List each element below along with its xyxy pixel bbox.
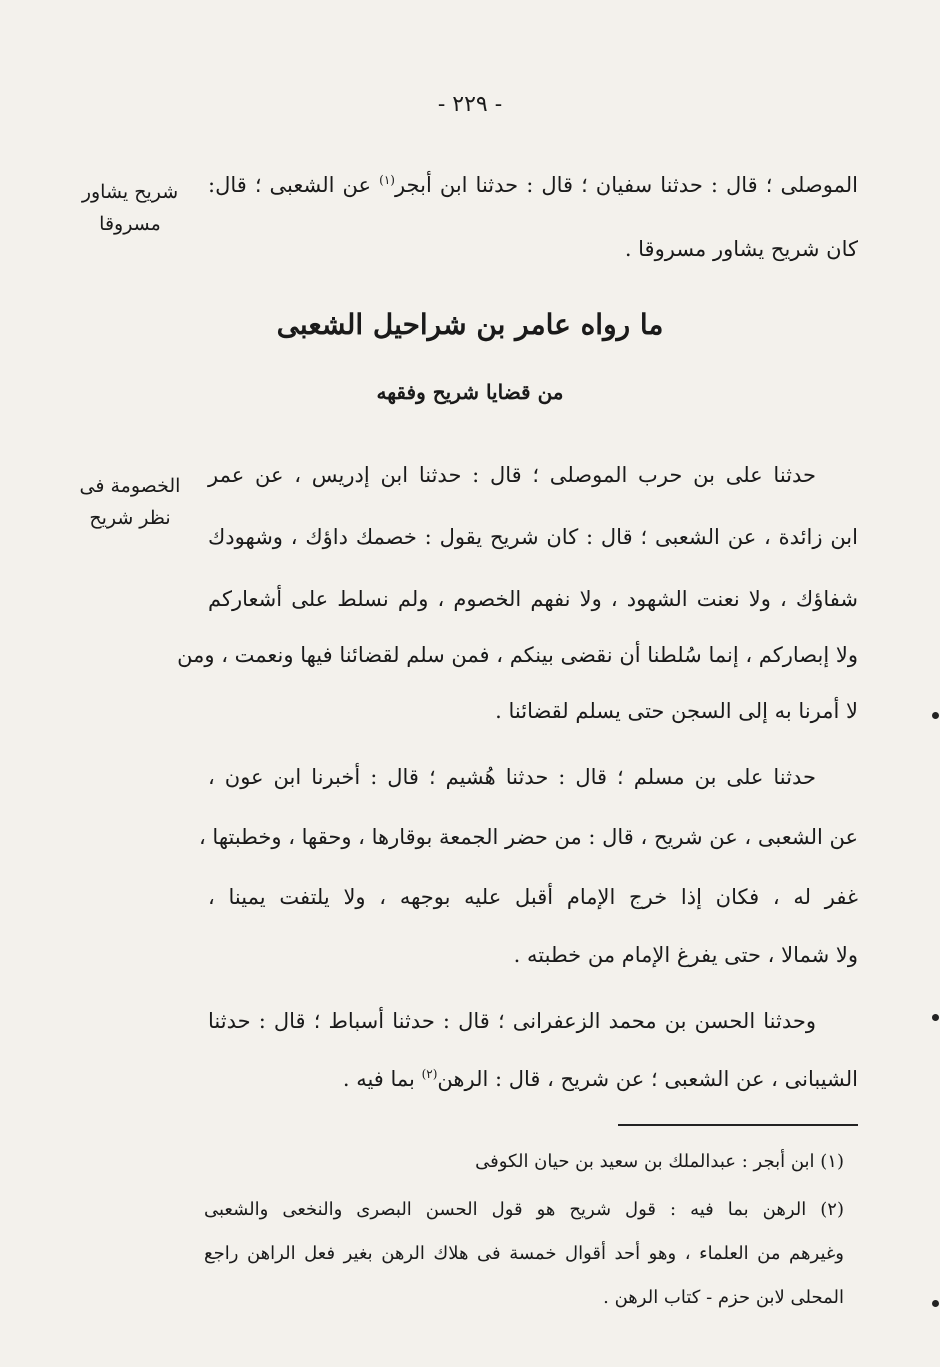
- text-line: ولا إبصاركم ، إنما سُلطنا أن نقضى بينكم ، فمن سلم لقضائنا فيها ونعمت ، ومن: [177, 643, 858, 667]
- text-line: كان شريح يشاور مسروقا .: [624, 237, 858, 261]
- section-title: ما رواه عامر بن شراحيل الشعبى: [276, 308, 664, 341]
- margin-note-line: شريح يشاور: [81, 181, 179, 203]
- footnote-divider: [618, 1124, 858, 1126]
- margin-note-dispute: [70, 470, 190, 534]
- text-line: عن الشعبى ، عن شريح ، قال : من حضر الجمعة بوقارها ، وحقها ، وخطبتها ،: [198, 825, 858, 849]
- binding-mark: [932, 1300, 939, 1307]
- text-run: عن الشعبى ؛ قال:: [208, 173, 380, 197]
- text-line: لا أمرنا به إلى السجن حتى يسلم لقضائنا .: [495, 699, 858, 723]
- footnote-2-line: (٢) الرهن بما فيه : قول شريح هو قول الحسن البصرى والنخعى والشعبى: [204, 1199, 844, 1220]
- text-line: حدثنا على بن حرب الموصلى ؛ قال : حدثنا ابن إدريس ، عن عمر: [208, 463, 816, 487]
- footnote-ref: (١): [379, 173, 395, 187]
- text-line: حدثنا على بن مسلم ؛ قال : حدثنا هُشيم ؛ قال : أخبرنا ابن عون ،: [208, 765, 816, 789]
- text-line: غفر له ، فكان إذا خرج الإمام أقبل عليه بوجهه ، ولا يلتفت يمينا ،: [208, 885, 858, 909]
- margin-note-line: نظر شريح: [89, 507, 171, 529]
- footnote-2-line: وغيرهم من العلماء ، وهو أحد أقوال خمسة فى هلاك الرهن بغير فعل الراهن راجع: [204, 1243, 844, 1264]
- binding-mark: [932, 712, 939, 719]
- margin-note-consult: [70, 176, 190, 240]
- text-run: بما فيه .: [342, 1067, 422, 1091]
- text-line: شفاؤك ، ولا نعنت الشهود ، ولا نفهم الخصوم ، ولم نسلط على أشعاركم: [208, 587, 858, 611]
- footnote-2-line: المحلى لابن حزم - كتاب الرهن .: [603, 1287, 844, 1308]
- text-line: ابن زائدة ، عن الشعبى ؛ قال : كان شريح يقول : خصمك داؤك ، وشهودك: [208, 525, 858, 549]
- text-line: [208, 170, 858, 200]
- text-line: ولا شمالا ، حتى يفرغ الإمام من خطبته .: [513, 943, 858, 967]
- margin-note-line: الخصومة فى: [79, 475, 181, 497]
- margin-note-line: مسروقا: [99, 213, 161, 235]
- footnote-ref: (٢): [421, 1067, 438, 1081]
- text-line: [208, 1064, 858, 1094]
- page-number: - ٢٢٩ -: [437, 92, 503, 117]
- text-run: الشيبانى ، عن الشعبى ؛ عن شريح ، قال : الرهن: [437, 1067, 858, 1091]
- section-subtitle: من قضايا شريح وفقهه: [376, 380, 564, 404]
- binding-mark: [932, 1014, 939, 1021]
- text-line: وحدثنا الحسن بن محمد الزعفرانى ؛ قال : حدثنا أسباط ؛ قال : حدثنا: [208, 1009, 816, 1033]
- footnote-1: (١) ابن أبجر : عبدالملك بن سعيد بن حيان الكوفى: [475, 1151, 844, 1172]
- text-run: الموصلى ؛ قال : حدثنا سفيان ؛ قال : حدثنا ابن أبجر: [394, 173, 858, 197]
